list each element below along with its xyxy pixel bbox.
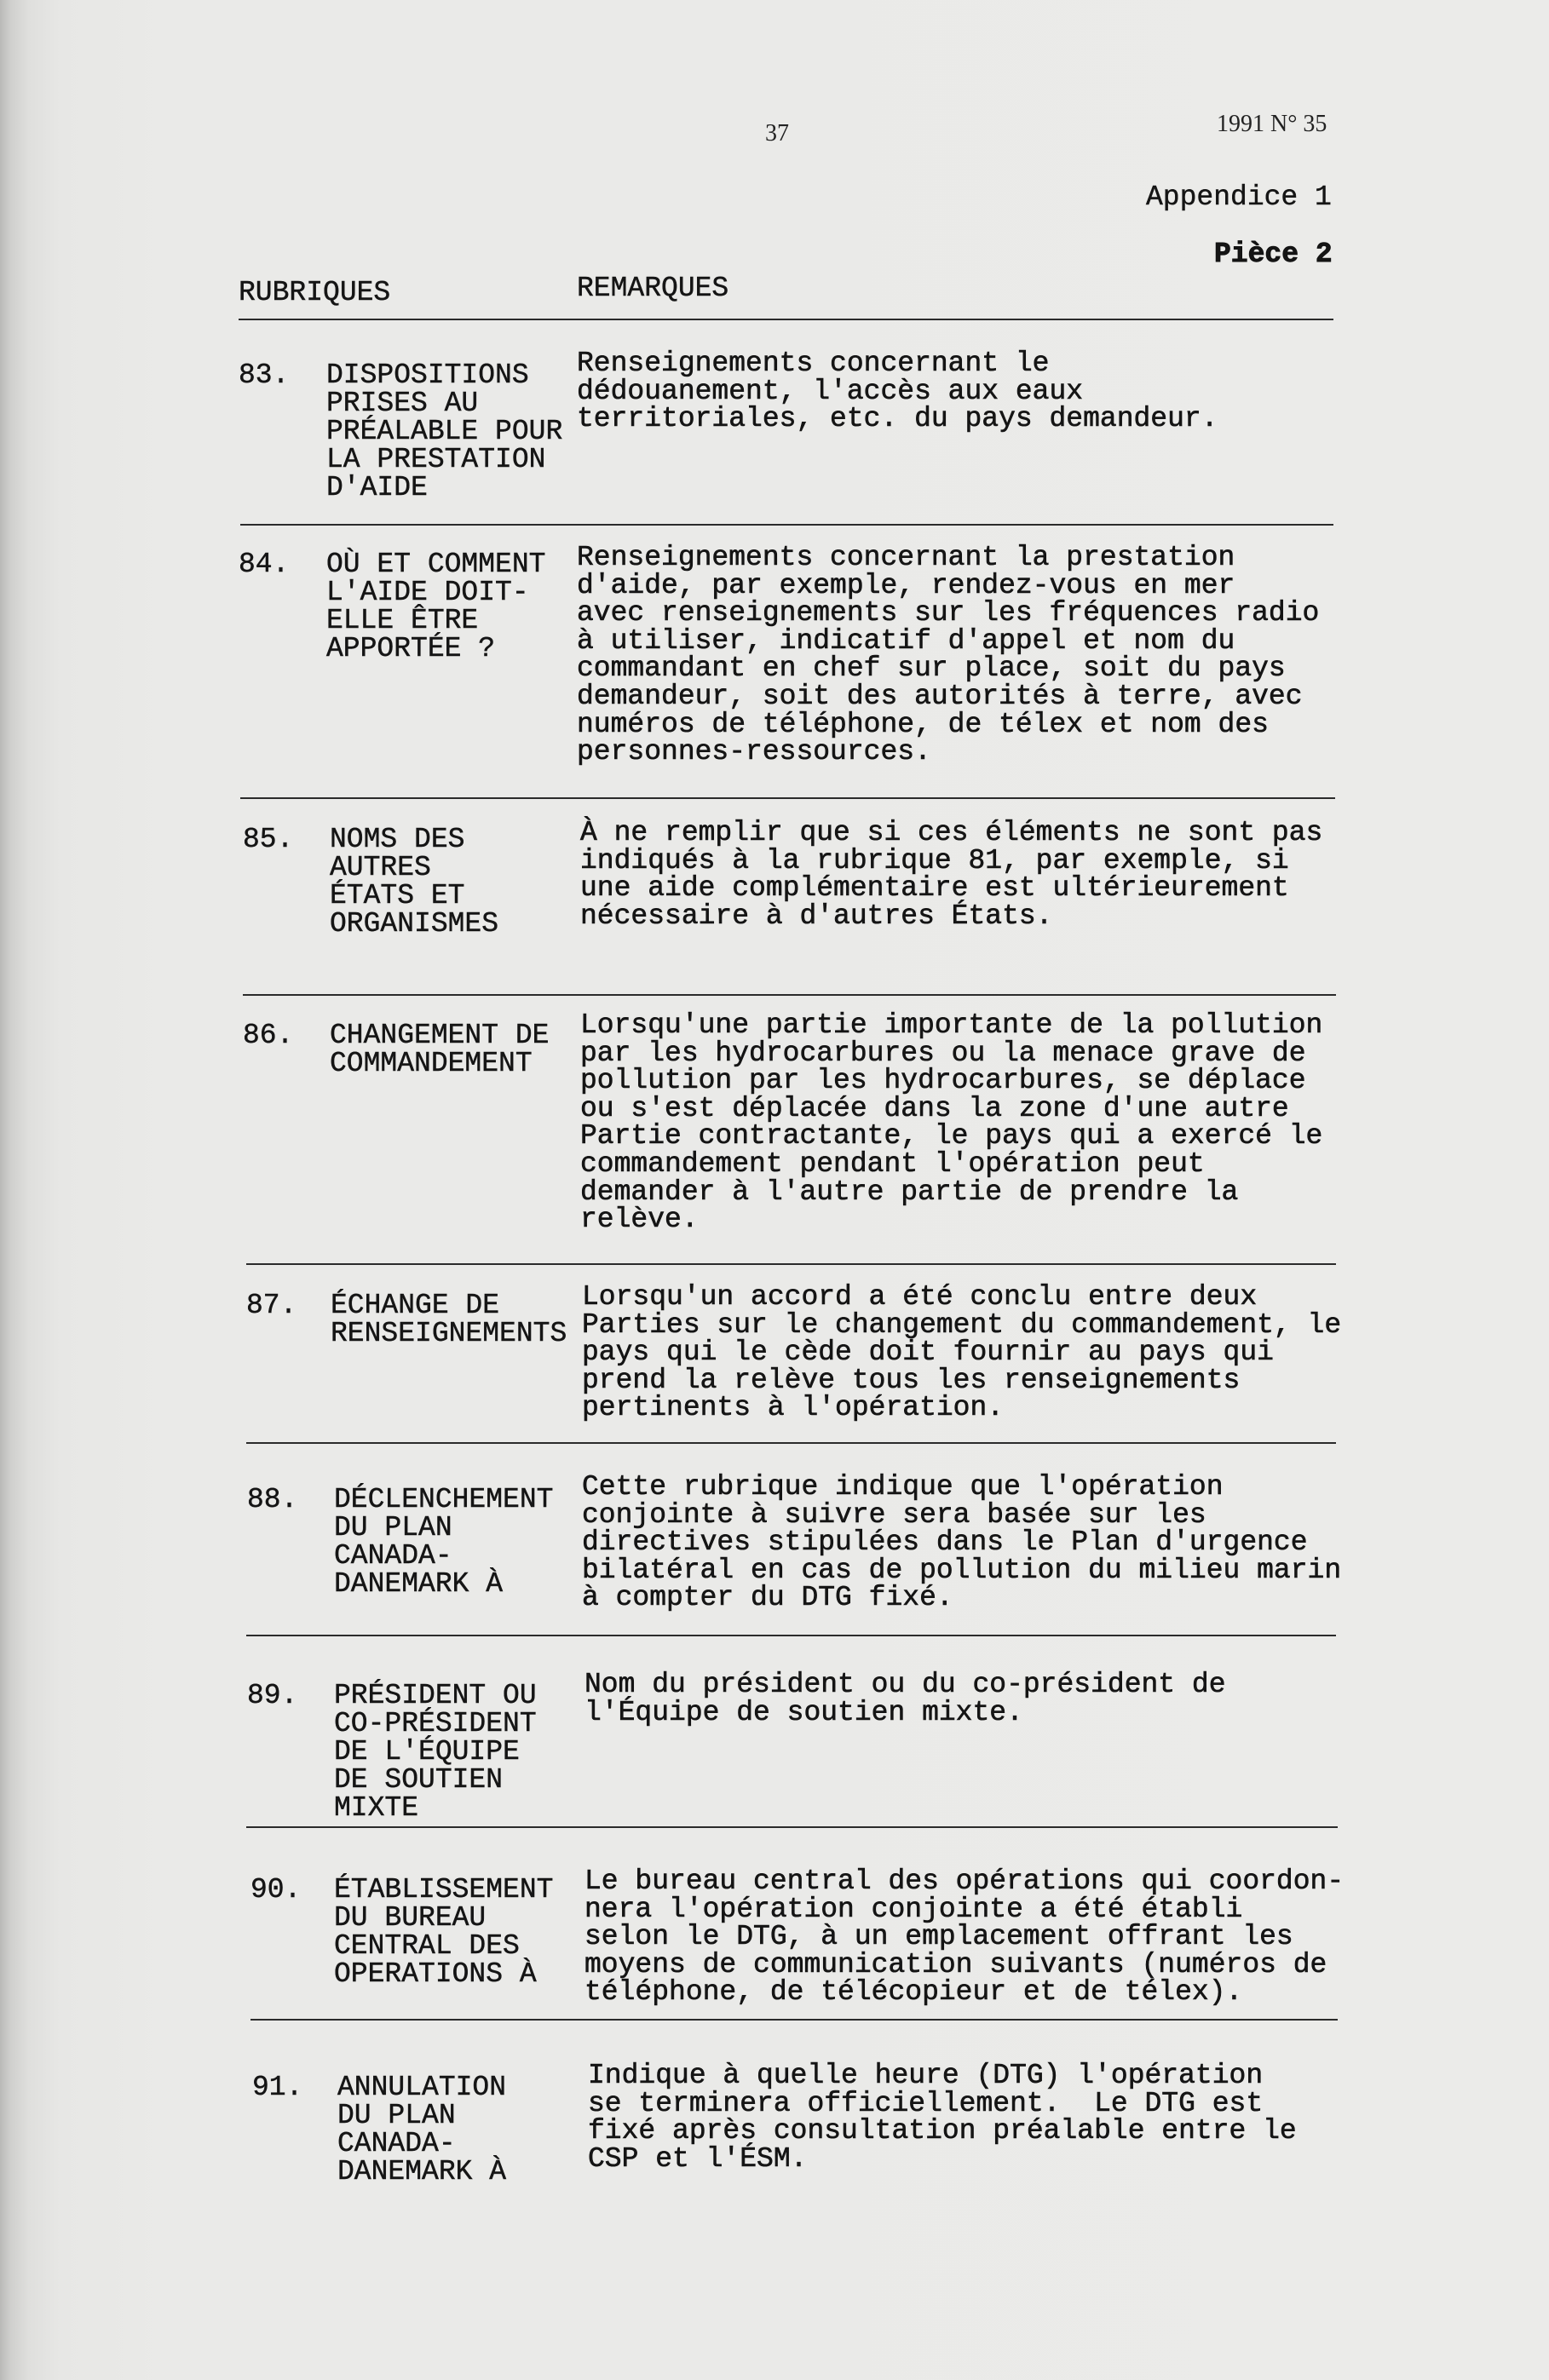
remark-line: Renseignements concernant le	[577, 348, 1050, 379]
remark-text	[580, 1009, 1323, 1236]
row-divider	[246, 1826, 1338, 1828]
entry-number: 90.	[250, 1874, 302, 1906]
rubric-label-line: ORGANISMES	[330, 908, 499, 940]
remark-line: à compter du DTG fixé.	[582, 1582, 953, 1614]
row-divider	[246, 1263, 1336, 1265]
row-divider	[240, 524, 1333, 526]
remark-line: par les hydrocarbures ou la menace grave de	[580, 1037, 1306, 1069]
appendix-title: Appendice 1	[1146, 181, 1332, 213]
rubric-label	[330, 825, 498, 938]
rubric-label-line: OÙ ET COMMENT	[326, 549, 546, 580]
rubric-label-line: CHANGEMENT DE	[330, 1020, 550, 1051]
rubric-label-line: CANADA-	[334, 1540, 452, 1572]
remark-line: moyens de communication suivants (numéros de	[584, 1948, 1327, 1980]
remark-text	[582, 1281, 1342, 1424]
remark-line: Nom du président ou du co-président de	[584, 1669, 1226, 1700]
rubric-label-line: DANEMARK À	[334, 1568, 504, 1600]
rubric-label-line: ELLE ÊTRE	[326, 605, 479, 636]
remark-line: directives stipulées dans le Plan d'urgence	[582, 1526, 1308, 1559]
remark-line: indiqués à la rubrique 81, par exemple, si	[580, 844, 1289, 877]
rubric-label-line: DE L'ÉQUIPE	[334, 1736, 520, 1768]
remark-line: Cette rubrique indique que l'opération	[582, 1471, 1224, 1503]
entry-number: 87.	[246, 1290, 297, 1321]
entry-number: 91.	[252, 2072, 303, 2103]
rubric-label-line: PRÉALABLE POUR	[326, 416, 563, 447]
remark-line: pollution par les hydrocarbures, se déplace	[580, 1065, 1306, 1097]
remark-text	[580, 819, 1322, 930]
remark-text	[588, 2062, 1297, 2173]
remark-line: bilatéral en cas de pollution du milieu marin	[582, 1554, 1342, 1586]
remark-line: Partie contractante, le pays qui a exercé le	[580, 1120, 1323, 1153]
rubric-label-line: COMMANDEMENT	[330, 1048, 533, 1079]
rubric-label-line: DÉCLENCHEMENT	[334, 1484, 554, 1515]
remark-text	[584, 1671, 1226, 1727]
rubric-label-line: RENSEIGNEMENTS	[331, 1318, 567, 1349]
row-divider	[250, 2019, 1338, 2021]
remark-text	[577, 350, 1218, 434]
entry-number: 83.	[239, 359, 290, 391]
rubric-label-line: LA PRESTATION	[326, 444, 546, 475]
rubric-label-line: MIXTE	[334, 1792, 419, 1824]
remark-line: commandement pendant l'opération peut	[580, 1147, 1205, 1180]
rubric-label-line: APPORTÉE ?	[326, 633, 496, 664]
remark-line: À ne remplir que si ces éléments ne sont pas	[580, 817, 1323, 848]
rubric-label	[331, 1291, 567, 1348]
rubric-label-line: DANEMARK À	[337, 2156, 507, 2187]
rubric-label-line: ÉCHANGE DE	[331, 1290, 500, 1321]
remark-line: à utiliser, indicatif d'appel et nom du	[577, 624, 1235, 657]
remark-line: téléphone, de télécopieur et de télex).	[584, 1976, 1243, 2009]
rubric-label	[326, 361, 562, 502]
column-heading-remarques: REMARQUES	[577, 273, 729, 304]
remark-line: avec renseignements sur les fréquences radio	[577, 597, 1320, 629]
remark-line: l'Équipe de soutien mixte.	[584, 1696, 1023, 1728]
remark-line: prend la relève tous les renseignements	[582, 1364, 1241, 1396]
rubric-label-line: DISPOSITIONS	[326, 359, 529, 391]
rubric-label	[334, 1486, 553, 1598]
remark-line: Renseignements concernant la prestation	[577, 542, 1235, 573]
rubric-label-line: OPERATIONS À	[334, 1958, 537, 1990]
remark-line: nécessaire à d'autres États.	[580, 900, 1053, 932]
row-divider	[240, 797, 1335, 799]
remark-line: relève.	[580, 1204, 699, 1236]
remark-line: se terminera officiellement. Le DTG est	[588, 2087, 1264, 2119]
rubric-label-line: CO-PRÉSIDENT	[334, 1708, 537, 1739]
remark-line: conjointe à suivre sera basée sur les	[582, 1498, 1206, 1531]
rubric-label	[334, 1876, 553, 1988]
entry-number: 84.	[239, 549, 290, 580]
rubric-label-line: AUTRES	[330, 852, 431, 883]
rubric-label-line: PRISES AU	[326, 388, 479, 419]
remark-line: numéros de téléphone, de télex et nom des	[577, 708, 1269, 740]
remark-line: pays qui le cède doit fournir au pays qui	[582, 1337, 1274, 1369]
rubric-label-line: ÉTABLISSEMENT	[334, 1874, 554, 1906]
rubric-label	[337, 2073, 506, 2186]
remark-line: Indique à quelle heure (DTG) l'opération	[588, 2060, 1264, 2091]
column-heading-rubriques: RUBRIQUES	[239, 277, 391, 308]
rubric-label-line: DU PLAN	[337, 2100, 456, 2131]
rubric-label-line: CANADA-	[337, 2128, 456, 2159]
rubric-label-line: D'AIDE	[326, 472, 428, 503]
entry-number: 86.	[243, 1020, 294, 1051]
entry-number: 88.	[247, 1484, 298, 1515]
rubric-label-line: DE SOUTIEN	[334, 1764, 504, 1796]
remark-line: ou s'est déplacée dans la zone d'une autre	[580, 1092, 1289, 1124]
remark-line: d'aide, par exemple, rendez-vous en mer	[577, 569, 1235, 601]
entry-number: 89.	[247, 1680, 298, 1711]
header-divider	[239, 319, 1333, 320]
rubric-label-line: L'AIDE DOIT-	[326, 577, 529, 608]
remark-line: commandant en chef sur place, soit du pays	[577, 652, 1286, 685]
page-number: 37	[765, 120, 789, 147]
remark-line: demandeur, soit des autorités à terre, avec	[577, 680, 1303, 712]
rubric-label	[326, 550, 545, 663]
remark-line: demander à l'autre partie de prendre la	[580, 1176, 1239, 1208]
remark-line: Parties sur le changement du commandement, le	[582, 1308, 1342, 1341]
rubric-label-line: ÉTATS ET	[330, 880, 465, 911]
piece-title: Pièce 2	[1214, 239, 1333, 270]
rubric-label-line: ANNULATION	[337, 2072, 507, 2103]
remark-line: selon le DTG, à un emplacement offrant les	[584, 1921, 1293, 1953]
rubric-label-line: NOMS DES	[330, 824, 465, 855]
remark-line: Le bureau central des opérations qui coordon-	[584, 1865, 1345, 1897]
row-divider	[243, 994, 1336, 996]
rubric-label-line: DU BUREAU	[334, 1902, 487, 1934]
rubric-label-line: DU PLAN	[334, 1512, 452, 1544]
entry-number: 85.	[243, 824, 294, 855]
remark-line: Lorsqu'un accord a été conclu entre deux	[582, 1281, 1258, 1313]
remark-line: une aide complémentaire est ultérieurement	[580, 872, 1289, 905]
row-divider	[246, 1635, 1336, 1636]
rubric-label	[330, 1021, 549, 1078]
remark-line: fixé après consultation préalable entre le	[588, 2115, 1297, 2147]
remark-line: personnes-ressources.	[577, 736, 931, 768]
remark-line: Lorsqu'une partie importante de la pollution	[580, 1009, 1323, 1041]
remark-line: nera l'opération conjointe a été établi	[584, 1893, 1243, 1925]
remark-text	[584, 1865, 1345, 2009]
remark-text	[577, 544, 1319, 767]
rubric-label-line: CENTRAL DES	[334, 1930, 520, 1962]
rubric-label-line: PRÉSIDENT OU	[334, 1680, 537, 1711]
document-reference: 1991 N° 35	[1217, 111, 1327, 137]
remark-line: pertinents à l'opération.	[582, 1392, 1005, 1424]
row-divider	[246, 1442, 1336, 1444]
remark-text	[582, 1471, 1342, 1614]
remark-line: CSP et l'ÉSM.	[588, 2142, 808, 2175]
remark-line: dédouanement, l'accès aux eaux	[577, 375, 1084, 407]
remark-line: territoriales, etc. du pays demandeur.	[577, 403, 1218, 435]
rubric-label	[334, 1682, 537, 1822]
